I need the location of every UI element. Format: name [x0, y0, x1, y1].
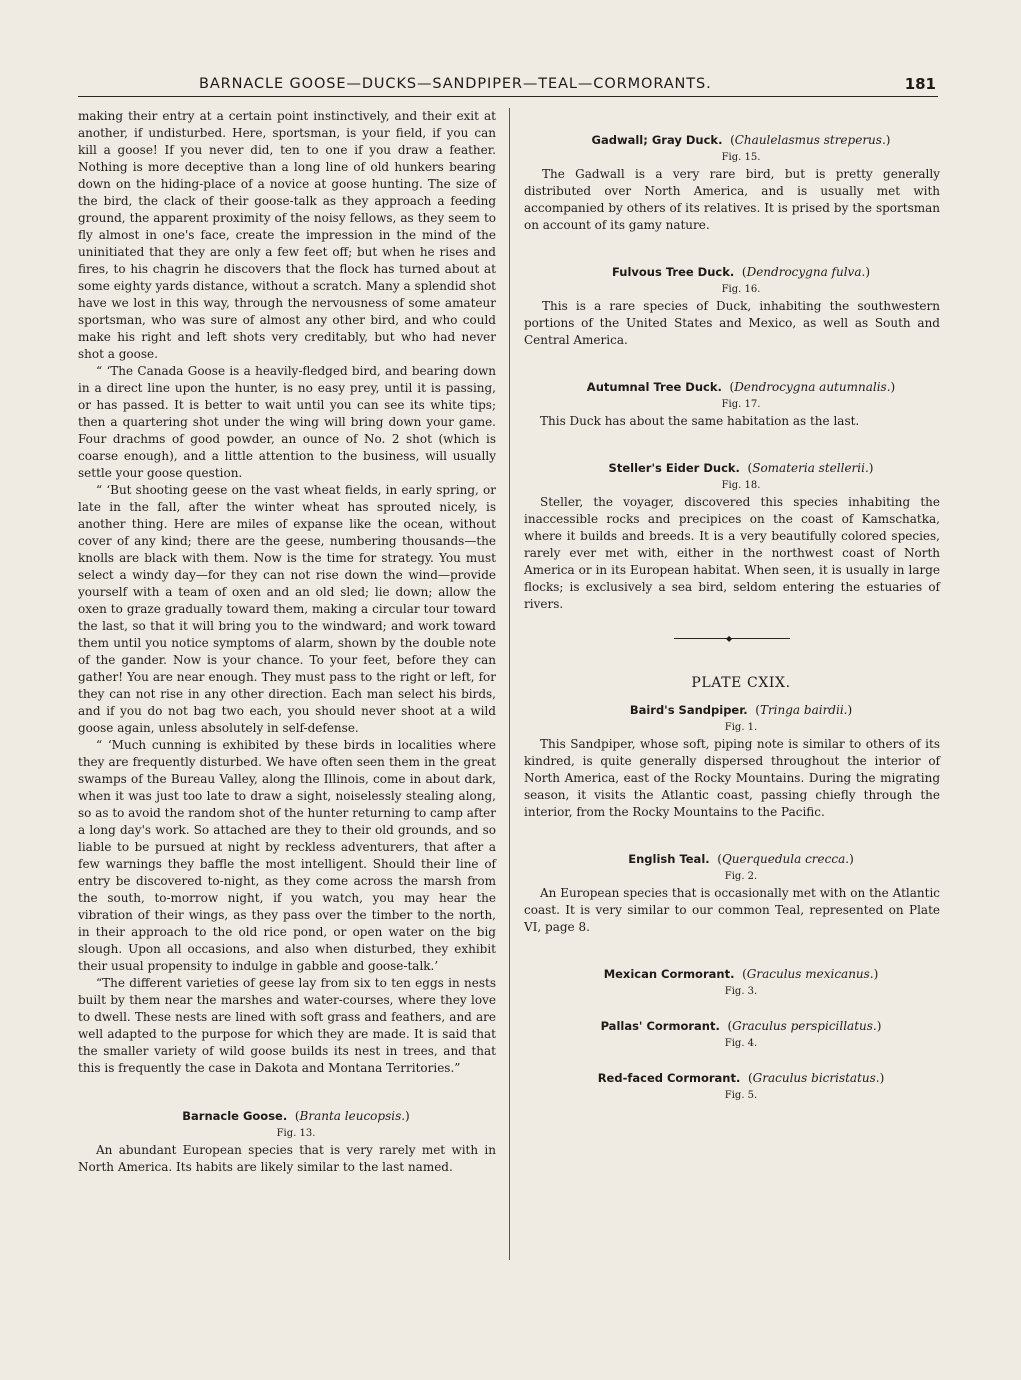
species-entry-autumnal-tree-duck: [524, 379, 940, 430]
species-heading: Fulvous Tree Duck. (Dendrocygna fulva.): [611, 265, 870, 279]
species-description: The Gadwall is a very rare bird, but is pretty generally distributed over North America, and is usually met with accompanied by others of its relatives. It is prised by the sportsman on account of its gamy nature.: [524, 167, 940, 232]
species-description: Steller, the voyager, discovered this species inhabiting the inaccessible rocks and precipices on the coast of Kamschatka, where it builds and breeds. It is a very beautifully colored species, rarely ever met with, either in the northwest coast of North America or in its European habitat. When seen, it is usually in large flocks; is exclusively a sea bird, seldom entering the estuaries of rivers.: [524, 495, 940, 611]
scientific-name: Chaulelasmus streperus.: [734, 133, 886, 147]
species-heading: Barnacle Goose. (Branta leucopsis.): [182, 1109, 410, 1123]
section-ornament: [674, 635, 790, 643]
species-entry-mexican-cormorant: [524, 966, 940, 1000]
running-header: [78, 74, 938, 97]
common-name: Pallas' Cormorant.: [600, 1019, 720, 1033]
species-heading: Autumnal Tree Duck. (Dendrocygna autumnalis.): [586, 380, 896, 394]
figure-number: Fig. 3.: [724, 986, 758, 997]
species-heading: English Teal. (Querquedula crecca.): [628, 852, 854, 866]
species-description: This is a rare species of Duck, inhabiting the southwestern portions of the United States and Mexico, as well as South and Central America.: [524, 299, 940, 347]
species-heading: Gadwall; Gray Duck. (Chaulelasmus streperus.): [591, 133, 891, 147]
scientific-name: Graculus perspicillatus.: [732, 1019, 877, 1033]
species-entry-red-faced-cormorant: [524, 1070, 940, 1104]
common-name: Red-faced Cormorant.: [597, 1071, 741, 1085]
figure-number: Fig. 5.: [724, 1090, 758, 1101]
scientific-name: Dendrocygna autumnalis.: [734, 380, 891, 394]
paragraph: “ ‘Much cunning is exhibited by these birds in localities where they are frequently disturbed. We have often seen them in the great swamps of the Bureau Valley, along the Illinois, come in about dark, when it was just too late to draw a sight, noiselessly stealing along, so as to avoid the random shot of the hunter returning to camp after a long day's work. So attached are they to their old grounds, and so liable to be pursued at night by reckless adventurers, that after a few warnings they baffle the most intelligent. Should their line of entry be discovered to-night, as they come across the marsh from the south, to-morrow night, if you watch, you may hear the vibration of their wings, as they pass over the timber to the north, in their approach to the old rice pond, or open water on the big slough. Upon all occasions, and also when disturbed, they exhibit their usual propensity to indulge in gabble and goose-talk.’: [78, 738, 497, 973]
species-heading: Baird's Sandpiper. (Tringa bairdii.): [629, 703, 853, 717]
figure-number: Fig. 17.: [721, 399, 761, 410]
species-entry-barnacle-goose: [78, 1108, 496, 1176]
left-column: [78, 108, 496, 1176]
species-entry-fulvous-tree-duck: [524, 264, 940, 349]
figure-number: Fig. 16.: [721, 284, 761, 295]
scientific-name: Graculus mexicanus.: [746, 967, 874, 981]
ornament-diamond: ◆: [726, 634, 733, 643]
species-description: This Duck has about the same habitation as the last.: [540, 414, 860, 428]
paragraph: “The different varieties of geese lay from six to ten eggs in nests built by them near the marshes and water-courses, where they love to dwell. These nests are lined with soft grass and feathers, and are well adapted to the purpose for which they are made. It is said that the smaller variety of wild goose builds its nest in trees, and that this is frequently the case in Dakota and Montana Territories.”: [78, 976, 496, 1075]
species-description: This Sandpiper, whose soft, piping note is similar to others of its kindred, is quite generally dispersed throughout the interior of North America, east of the Rocky Mountains. During the migrating season, it visits the Atlantic coast, passing chiefly through the interior, from the Rocky Mountains to the Pacific.: [524, 737, 940, 819]
running-title: BARNACLE GOOSE—DUCKS—SANDPIPER—TEAL—CORMORANTS.: [199, 76, 712, 92]
paragraph: making their entry at a certain point instinctively, and their exit at another, if undisturbed. Here, sportsman, is your field, if you can kill a goose! If you never did, ten to one if you draw a feather. Nothing is more deceptive than a long line of old hunkers bearing down on the hiding-place of a novice at goose hunting. The size of the bird, the clack of their goose-talk as they approach a feeding ground, the apparent proximity of the noisy fellows, as they seem to fly almost in one's face, create the impression in the mind of the uninitiated that they are only a few feet off; but when he rises and fires, to his chagrin he discovers that the flock has turned about at some eighty yards distance, without a scratch. Many a splendid shot have we lost in this way, through the nervousness of some amateur sportsman, who was sure of almost any other bird, and who could make his right and left shots very creditably, but who had never shot a goose.: [78, 109, 496, 361]
page-number: 181: [904, 75, 936, 93]
scientific-name: Tringa bairdii.: [759, 703, 848, 717]
figure-number: Fig. 13.: [276, 1128, 316, 1139]
species-heading: Pallas' Cormorant. (Graculus perspicillatus.): [600, 1019, 882, 1033]
species-entry-stellers-eider-duck: [524, 460, 940, 613]
figure-number: Fig. 4.: [724, 1038, 758, 1049]
species-entry-gadwall: [524, 132, 940, 234]
common-name: Barnacle Goose.: [182, 1109, 288, 1123]
paragraph: “ ‘The Canada Goose is a heavily-fledged bird, and bearing down in a direct line upon the hunter, is no easy prey, until it is passing, or has passed. It is better to wait until you can see its white tips; then a quartering shot under the wing will bring down your game. Four drachms of good powder, an ounce of No. 2 shot (which is coarse enough), and a little attention to the business, will usually settle your goose question.: [78, 364, 496, 480]
figure-number: Fig. 2.: [724, 871, 758, 882]
figure-number: Fig. 15.: [721, 152, 761, 163]
common-name: Autumnal Tree Duck.: [586, 380, 722, 394]
species-entry-bairds-sandpiper: [524, 702, 940, 821]
common-name: Baird's Sandpiper.: [629, 703, 748, 717]
species-entry-pallas-cormorant: [524, 1018, 940, 1052]
species-heading: Steller's Eider Duck. (Somateria stellerii.): [608, 461, 874, 475]
scientific-name: Graculus bicristatus.: [752, 1071, 880, 1085]
common-name: Steller's Eider Duck.: [608, 461, 740, 475]
right-column: [524, 108, 940, 1104]
common-name: Fulvous Tree Duck.: [611, 265, 735, 279]
species-heading: Mexican Cormorant. (Graculus mexicanus.): [603, 967, 879, 981]
column-divider: [509, 108, 510, 1260]
species-description: An European species that is occasionally met with on the Atlantic coast. It is very similar to our common Teal, represented on Plate VI, page 8.: [524, 886, 940, 934]
species-heading: Red-faced Cormorant. (Graculus bicristatus.): [597, 1071, 885, 1085]
species-entry-english-teal: [524, 851, 940, 936]
species-description: An abundant European species that is very rarely met with in North America. Its habits are likely similar to the last named.: [78, 1143, 496, 1174]
scientific-name: Dendrocygna fulva.: [746, 265, 866, 279]
scientific-name: Querquedula crecca.: [721, 852, 850, 866]
figure-number: Fig. 1.: [724, 722, 758, 733]
common-name: English Teal.: [628, 852, 710, 866]
paragraph: “ ‘But shooting geese on the vast wheat fields, in early spring, or late in the fall, after the winter wheat has sprouted nicely, is another thing. Here are miles of expanse like the ocean, without cover of any kind; there are the geese, numbering thousands—the knolls are black with them. Now is the time for strategy. You must select a windy day—for they can not rise down the wind—provide yourself with a team of oxen and an old sled; lie down; allow the oxen to graze gradually toward them, making a circular tour toward the last, so that it will bring you to the windward; and work toward them until you notice symptoms of alarm, shown by the double note of the gander. Now is your chance. To your feet, before they can gather! You are near enough. They must pass to the right or left, for they can not rise in any other direction. Each man select his birds, and if you do not bag two each, you should never shoot at a wild goose again, unless absolutely in self-defense.: [78, 483, 496, 735]
figure-number: Fig. 18.: [721, 480, 761, 491]
scientific-name: Somateria stellerii.: [752, 461, 869, 475]
plate-title: PLATE CXIX.: [691, 675, 791, 691]
common-name: Gadwall; Gray Duck.: [591, 133, 723, 147]
scientific-name: Branta leucopsis.: [299, 1109, 406, 1123]
common-name: Mexican Cormorant.: [603, 967, 735, 981]
